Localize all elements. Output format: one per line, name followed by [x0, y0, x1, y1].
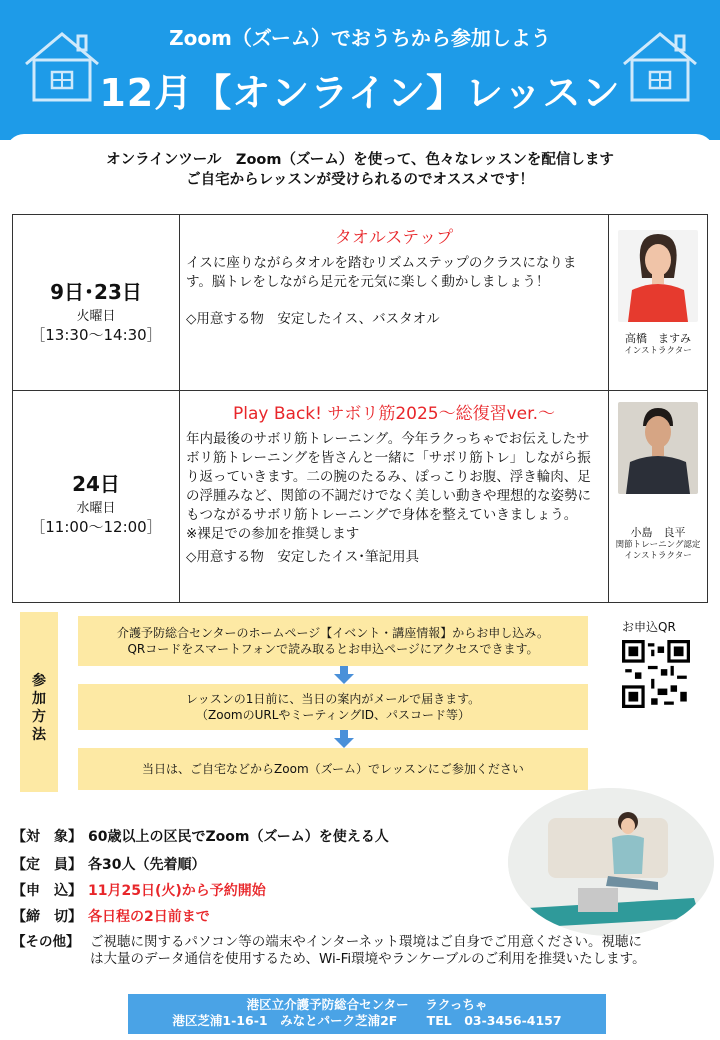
lesson-title: Play Back! サボリ筋2025～総復習ver.～ [233, 404, 555, 424]
instructor-name: 小島 良平 [630, 526, 686, 539]
info-value: ご視聴に関するパソコン等の端末やインターネット環境はご自身でご用意ください。視聴には大量のデータ通信を使用するため、Wi-Fi環境やランケーブルのご利用を推奨いたします。 [90, 934, 646, 967]
header-subtitle: Zoom（ズーム）でおうちから参加しよう [169, 26, 551, 50]
info-key: 【定 員】 [12, 857, 82, 873]
lesson-note: ※裸足での参加を推奨します [186, 526, 360, 542]
info-apply [12, 880, 266, 900]
step-text: 介護予防総合センターのホームページ【イベント・講座情報】からお申し込み。 [116, 626, 549, 640]
info-value: 60歳以上の区民でZoom（ズーム）を使える人 [88, 829, 389, 845]
down-arrow-icon [334, 674, 354, 684]
instructor-photo [618, 230, 698, 322]
lesson-text: イスに座りながらタオルを踏むリズムステップのクラスになります。脳トレをしながら足元を元気に楽しく動かしましょう！ [186, 255, 577, 290]
info-value: 各日程の2日前まで [88, 909, 210, 925]
lesson-date [13, 391, 180, 603]
method-label-text: 参加方法 [32, 673, 46, 743]
info-value: 各30人（先着順） [88, 857, 206, 873]
lesson-weekday: 水曜日 [76, 501, 116, 516]
info-key: 【締 切】 [12, 909, 82, 925]
lesson-table [12, 214, 708, 603]
info-capacity [12, 854, 205, 874]
lesson-time: ［11:00～12:00］ [30, 518, 162, 536]
instructor-role: インストラクター [624, 346, 692, 356]
step-text: レッスンの1日前に、当日の案内がメールで届きます。 [185, 692, 481, 706]
lesson-weekday: 火曜日 [76, 309, 116, 324]
lesson-date [13, 215, 180, 391]
lesson-items: ◇用意する物 安定したイス･筆記用具 [186, 549, 419, 565]
down-arrow-icon [334, 738, 354, 748]
exercise-illustration [508, 788, 714, 936]
info-key: 【対 象】 [12, 829, 82, 845]
footer-contact [128, 994, 606, 1034]
step-text: QRコードをスマートフォンで読み取るとお申込ページにアクセスできます。 [127, 642, 539, 656]
info-deadline [12, 906, 210, 926]
step-3 [78, 748, 588, 790]
lesson-row [13, 391, 708, 603]
instructor-cell [609, 391, 708, 603]
instructor-photo [618, 402, 698, 494]
step-text: （ZoomのURLやミーティングID、パスコード等） [196, 708, 470, 722]
instructor-name: 高橋 ますみ [625, 332, 691, 345]
info-other [12, 934, 650, 968]
qr-code[interactable] [622, 640, 690, 708]
info-target [12, 826, 389, 846]
step-1 [78, 616, 588, 666]
header-banner [0, 0, 720, 140]
lesson-description [180, 391, 609, 603]
exercise-photo [508, 788, 714, 936]
lesson-day: 9日･23日 [50, 280, 142, 304]
instructor-role: 関節トレーニング認定 [615, 540, 701, 550]
step-2 [78, 684, 588, 730]
intro-line: オンラインツール Zoom（ズーム）を使って、色々なレッスンを配信します [106, 152, 614, 168]
footer-address: 港区芝浦1-16-1 みなとパーク芝浦2F TEL 03-3456-4157 [172, 1013, 562, 1028]
lesson-day: 24日 [72, 472, 120, 496]
lesson-description [180, 215, 609, 391]
intro-text [0, 150, 720, 190]
down-arrow-icon [340, 666, 348, 674]
method-label [20, 612, 58, 792]
lesson-time: ［13:30～14:30］ [30, 326, 162, 344]
step-text: 当日は、ご自宅などからZoom（ズーム）でレッスンにご参加ください [142, 762, 524, 776]
info-value: 11月25日(火)から予約開始 [88, 883, 266, 899]
instructor-cell [609, 215, 708, 391]
instructor-role: インストラクター [624, 551, 692, 561]
lesson-items: ◇用意する物 安定したイス、バスタオル [186, 311, 440, 327]
lesson-row [13, 215, 708, 391]
qr-label: お申込QR [622, 620, 676, 634]
intro-line: ご自宅からレッスンが受けられるのでオススメです！ [186, 172, 534, 188]
info-key: 【申 込】 [12, 883, 82, 899]
down-arrow-icon [340, 730, 348, 738]
page-title: 12月【オンライン】レッスン [99, 71, 621, 115]
lesson-title: タオルステップ [334, 228, 454, 248]
lesson-text: 年内最後のサボリ筋トレーニング。今年ラクっちゃでお伝えしたサボリ筋トレーニングを皆さんと一緒に「サボリ筋トレ」しながら振り返っていきます。二の腕のたるみ、ぽっこりお腹、浮き輪肉、足の浮腫みなど、関節の不調だけでなく美しい動きや理想的な姿勢にもつながるサボリ筋トレーニングで身体を整えていきましょう。 [186, 431, 591, 523]
footer-org: 港区立介護予防総合センター ラクっちゃ [246, 997, 488, 1012]
info-key: 【その他】 [12, 934, 80, 950]
